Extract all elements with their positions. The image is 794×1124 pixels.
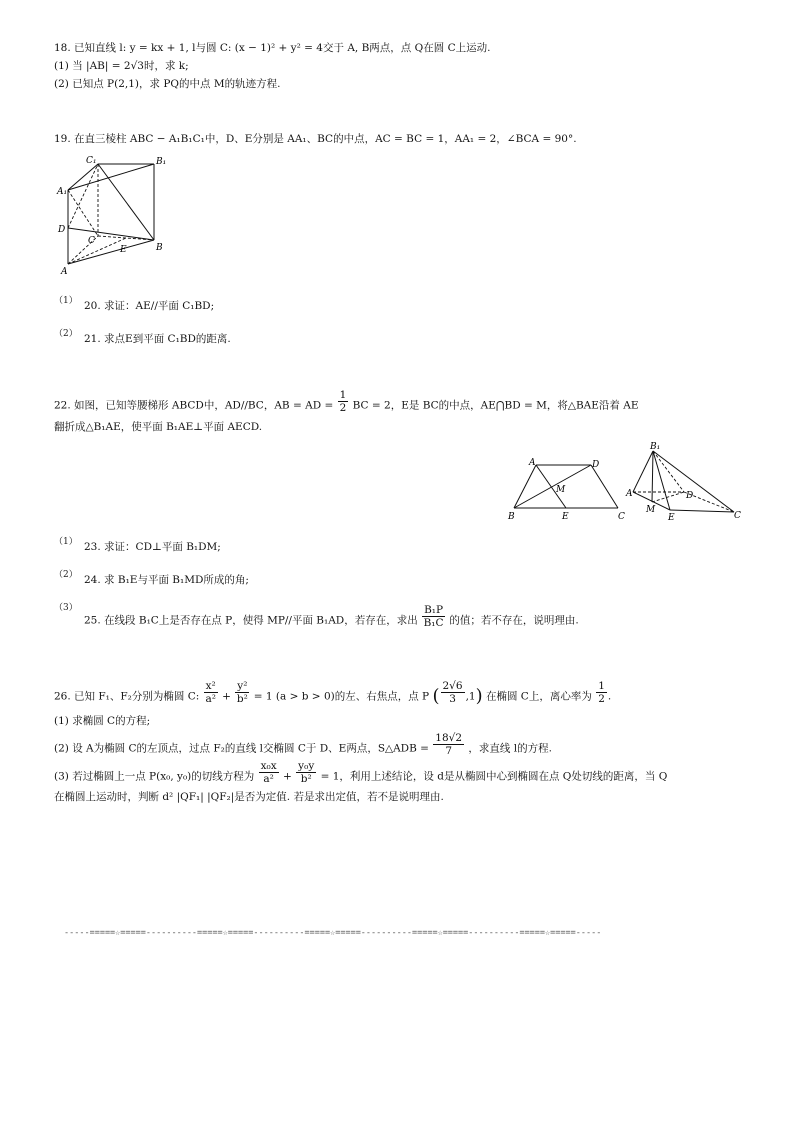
q26-part3-line2: 在椭圆上运动时，判断 d² |QF₁| |QF₂|是否为定值. 若是求出定值，若不是说明理由. bbox=[54, 791, 444, 803]
q22-sub3-a: 25. 在线段 B₁C上是否存在点 P，使得 MP//平面 B₁AD，若存在，求出 bbox=[84, 614, 418, 627]
q19-sub2: 21. 求点E到平面 C₁BD的距离. bbox=[84, 333, 231, 345]
q22-half-num: 1 bbox=[339, 389, 347, 401]
q26-stem-a: 26. 已知 F₁、F₂分别为椭圆 C: bbox=[54, 690, 200, 703]
q26-part2-b: ，求直线 l的方程. bbox=[468, 742, 552, 755]
q22-stem-b: BC = 2，E是 BC的中点，AE⋂BD = M，将△BAE沿着 AE bbox=[352, 399, 639, 412]
q26-y-den: b² bbox=[236, 693, 248, 705]
q22-fig2-label-b1: B₁ bbox=[650, 442, 661, 452]
q26-tangent-y-num: y₀y bbox=[298, 760, 315, 772]
q26-x-fraction bbox=[204, 680, 218, 705]
q26-stem-c: 在椭圆 C上，离心率为 bbox=[485, 690, 592, 703]
q26-stem-end: . bbox=[607, 690, 612, 703]
q26-tangent-x-den: a² bbox=[263, 773, 274, 785]
q26-plus: + bbox=[222, 690, 231, 703]
q19-stem: 19. 在直三棱柱 ABC − A₁B₁C₁中，D、E分别是 AA₁、BC的中点，AC = BC = 1，AA₁ = 2，∠BCA = 90°. bbox=[54, 133, 577, 145]
q19-sub1-number: （1） bbox=[54, 296, 78, 306]
q18-part1: (1) 当 |AB| = 2√3时，求 k; bbox=[54, 60, 189, 72]
end-divider: -----=====☆=====----------=====☆=====----------=====☆=====----------=====☆=====----------=====☆=====----- bbox=[64, 928, 602, 938]
q26-right-paren: ) bbox=[475, 685, 483, 707]
q26-e-den: 2 bbox=[598, 693, 605, 705]
q26-point-den: 3 bbox=[449, 693, 456, 705]
q22-half-den: 2 bbox=[339, 402, 347, 414]
q26-part3-a: (3) 若过椭圆上一点 P(x₀, y₀)的切线方程为 bbox=[54, 770, 255, 783]
q26-part3-b: = 1，利用上述结论，设 d是从椭圆中心到椭圆在点 Q处切线的距离，当 Q bbox=[320, 770, 668, 783]
q22-sub1: 23. 求证：CD⊥平面 B₁DM; bbox=[84, 541, 221, 553]
q26-point-tail: ,1 bbox=[465, 690, 476, 703]
q26-area-fraction bbox=[433, 732, 464, 757]
q26-stem-b: = 1 (a > b > 0)的左、右焦点，点 P bbox=[253, 690, 430, 703]
q18-stem: 18. 已知直线 l: y = kx + 1, l与圆 C: (x − 1)² + y² = 4交于 A, B两点，点 Q在圆 C上运动. bbox=[54, 42, 491, 54]
q22-fig2-label-a: A bbox=[626, 489, 633, 499]
q22-sub3-b: 的值；若不存在，说明理由. bbox=[449, 614, 579, 627]
q26-stem bbox=[54, 680, 612, 707]
q26-tangent-y-fraction bbox=[296, 760, 316, 785]
q22-stem-line1 bbox=[54, 389, 639, 414]
q22-fig1-label-d: D bbox=[592, 460, 600, 470]
q26-tangent-x-num: x₀x bbox=[260, 760, 277, 772]
q22-fig1-label-a: A bbox=[529, 458, 536, 468]
q26-eccentricity-fraction bbox=[596, 680, 607, 705]
q19-label-d: D bbox=[58, 225, 66, 235]
q26-part2-a: (2) 设 A为椭圆 C的左顶点，过点 F₂的直线 l交椭圆 C于 D、E两点，S△ADB = bbox=[54, 742, 429, 755]
q22-fig2-label-d: D bbox=[686, 491, 694, 501]
q26-x-num: x² bbox=[205, 680, 216, 692]
q26-tangent-plus: + bbox=[283, 770, 292, 783]
q26-part3 bbox=[54, 760, 668, 785]
q22-ratio-fraction bbox=[422, 604, 445, 629]
q26-e-num: 1 bbox=[598, 680, 605, 692]
q18-part2: (2) 已知点 P(2,1)，求 PQ的中点 M的轨迹方程. bbox=[54, 78, 281, 90]
q22-fig2-label-e: E bbox=[668, 513, 675, 522]
q26-part2 bbox=[54, 732, 552, 757]
q19-label-a: A bbox=[61, 267, 68, 277]
q19-label-b: B bbox=[156, 243, 163, 253]
q22-fig2-label-c: C bbox=[734, 511, 741, 521]
q22-trapezoid-figure bbox=[506, 456, 630, 522]
q19-sub2-number: （2） bbox=[54, 329, 78, 339]
q19-label-e: E bbox=[120, 245, 127, 255]
q22-stem-a: 22. 如图，已知等腰梯形 ABCD中，AD//BC，AB = AD = bbox=[54, 399, 334, 412]
q22-ratio-num: B₁P bbox=[424, 604, 444, 616]
q26-point-num: 2√6 bbox=[442, 680, 463, 692]
q26-area-num: 18√2 bbox=[435, 732, 463, 744]
q22-sub3-number: （3） bbox=[54, 603, 78, 613]
q26-area-den: 7 bbox=[445, 745, 452, 757]
q19-label-c: C bbox=[88, 236, 95, 246]
q26-left-paren: ( bbox=[432, 685, 440, 707]
q22-sub3 bbox=[84, 604, 579, 629]
q22-sub2: 24. 求 B₁E与平面 B₁MD所成的角; bbox=[84, 574, 249, 586]
q26-tangent-x-fraction bbox=[259, 760, 279, 785]
q19-label-c1: C₁ bbox=[86, 156, 97, 166]
q19-label-a1: A₁ bbox=[57, 187, 68, 197]
q26-y-num: y² bbox=[237, 680, 248, 692]
q22-fig1-label-e: E bbox=[562, 512, 569, 522]
q26-y-fraction bbox=[235, 680, 249, 705]
q22-fig2-label-m: M bbox=[646, 505, 656, 515]
q22-fig1-label-m: M bbox=[556, 485, 566, 495]
q22-half-fraction bbox=[338, 389, 349, 414]
q26-x-den: a² bbox=[205, 693, 216, 705]
q22-fig1-label-c: C bbox=[618, 512, 625, 522]
q22-fig1-label-b: B bbox=[508, 512, 515, 522]
q22-stem-line2: 翻折成△B₁AE，使平面 B₁AE⊥平面 AECD. bbox=[54, 421, 263, 433]
q26-part1: (1) 求椭圆 C的方程; bbox=[54, 715, 151, 727]
q22-ratio-den: B₁C bbox=[423, 617, 444, 629]
q22-sub1-number: （1） bbox=[54, 537, 78, 547]
q22-folded-pyramid-figure bbox=[622, 440, 746, 522]
q26-tangent-y-den: b² bbox=[300, 773, 312, 785]
q19-label-b1: B₁ bbox=[156, 157, 167, 167]
q19-sub1: 20. 求证：AE//平面 C₁BD; bbox=[84, 300, 215, 312]
q22-sub2-number: （2） bbox=[54, 570, 78, 580]
q19-prism-figure bbox=[56, 152, 176, 278]
q26-point-fraction bbox=[441, 680, 465, 705]
